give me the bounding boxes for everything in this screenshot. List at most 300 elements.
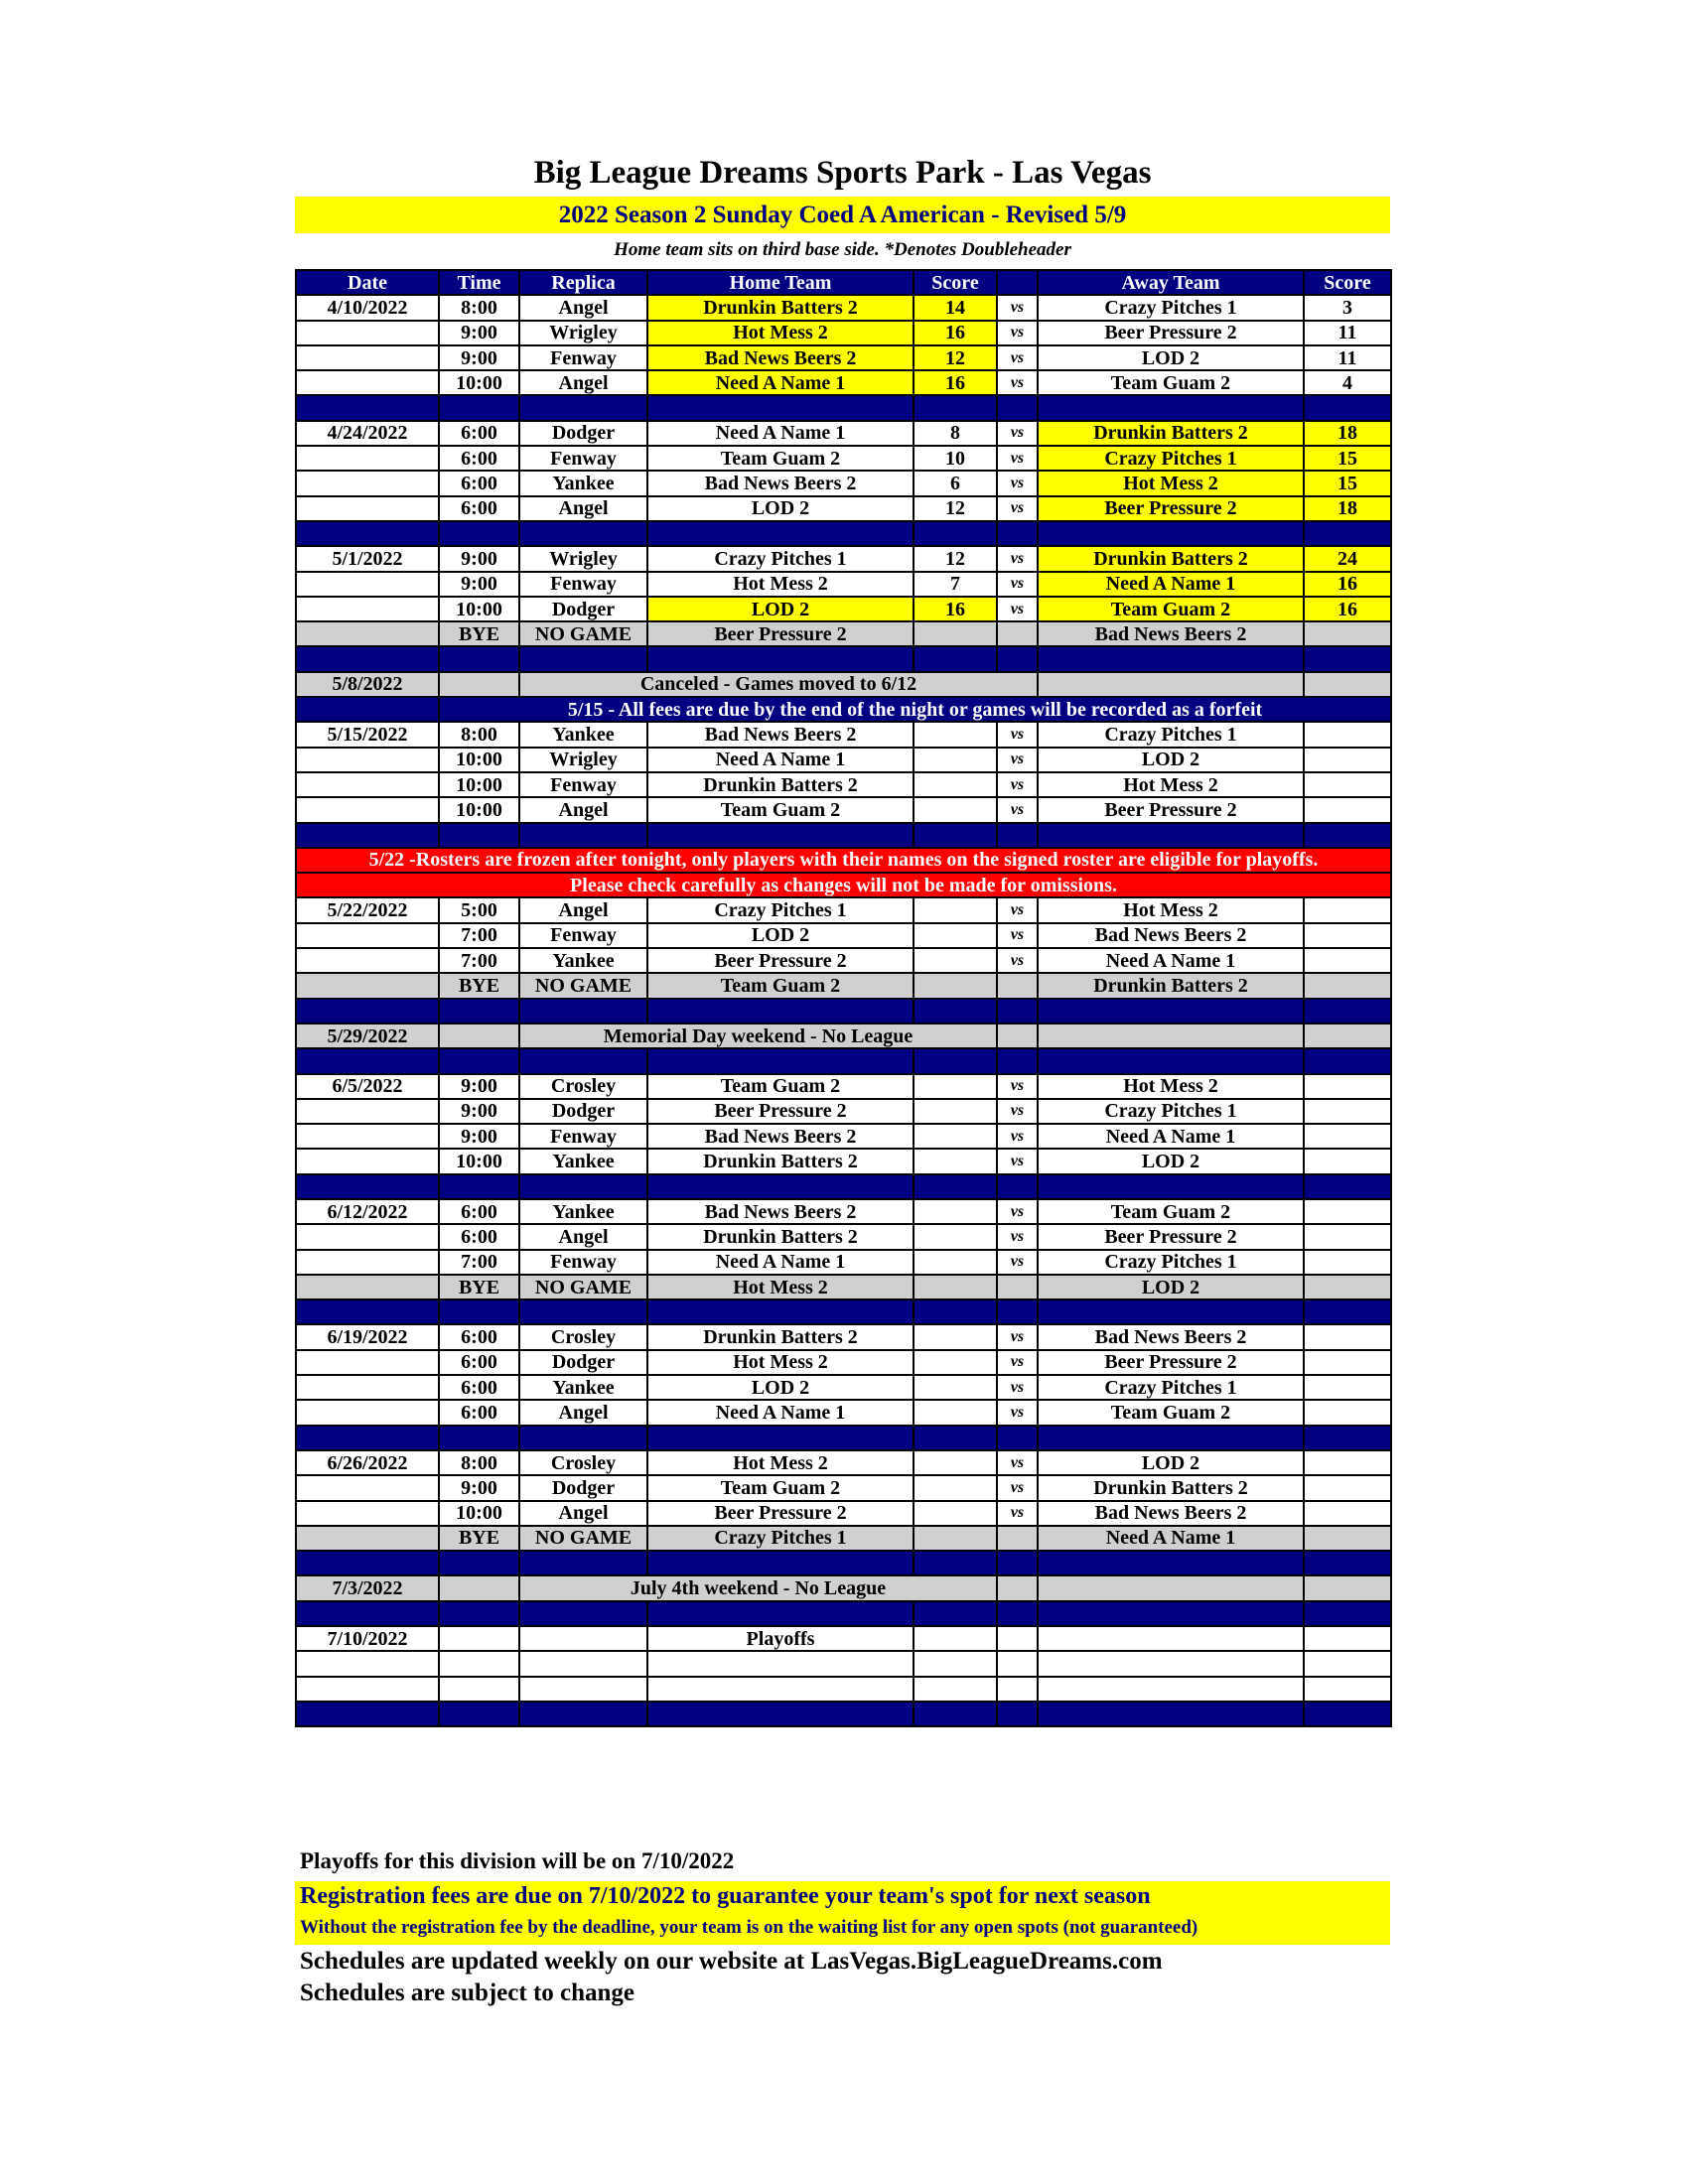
blank-cell <box>439 1651 519 1676</box>
game-time: 8:00 <box>439 295 519 320</box>
holiday-text: Memorial Day weekend - No League <box>519 1024 997 1048</box>
away-team: Bad News Beers 2 <box>1038 1324 1304 1349</box>
separator-cell <box>1038 521 1304 546</box>
separator-cell <box>997 1702 1038 1726</box>
game-row <box>296 772 1391 797</box>
home-team: LOD 2 <box>647 1375 914 1400</box>
field-name: Dodger <box>519 1475 647 1500</box>
field-name: Fenway <box>519 345 647 370</box>
away-score: 16 <box>1304 597 1391 621</box>
field-name: Dodger <box>519 1350 647 1375</box>
game-time: 6:00 <box>439 446 519 471</box>
separator-cell <box>1038 1601 1304 1626</box>
game-row <box>296 572 1391 597</box>
game-date <box>296 1501 439 1526</box>
away-team: Team Guam 2 <box>1038 1199 1304 1224</box>
separator-cell <box>1038 1702 1304 1726</box>
blank-cell <box>997 1651 1038 1676</box>
home-score <box>914 1224 997 1249</box>
vs-label: vs <box>997 1199 1038 1224</box>
home-score <box>914 1324 997 1349</box>
vs-label: vs <box>997 1350 1038 1375</box>
holiday-time <box>439 1024 519 1048</box>
home-team: Bad News Beers 2 <box>647 345 914 370</box>
away-team: LOD 2 <box>1038 345 1304 370</box>
game-date: 5/1/2022 <box>296 546 439 571</box>
separator-cell <box>519 823 647 848</box>
blank-cell <box>519 1651 647 1676</box>
home-team: Need A Name 1 <box>647 1250 914 1275</box>
game-row <box>296 1099 1391 1124</box>
game-date <box>296 772 439 797</box>
blank-row <box>296 1651 1391 1676</box>
away-score <box>1304 1400 1391 1425</box>
header-vs <box>997 270 1038 295</box>
field-name: Angel <box>519 797 647 822</box>
vs-label: vs <box>997 1250 1038 1275</box>
home-team: Need A Name 1 <box>647 748 914 772</box>
blank-cell <box>914 1651 997 1676</box>
away-team: Team Guam 2 <box>1038 597 1304 621</box>
game-row <box>296 546 1391 571</box>
away-score <box>1304 1250 1391 1275</box>
separator-cell <box>997 999 1038 1024</box>
game-row <box>296 1199 1391 1224</box>
bye-home-team: Hot Mess 2 <box>647 1275 914 1299</box>
game-time: 9:00 <box>439 546 519 571</box>
game-row <box>296 421 1391 446</box>
bye-label: BYE <box>439 1275 519 1299</box>
home-team: LOD 2 <box>647 597 914 621</box>
game-date <box>296 797 439 822</box>
blank-cell <box>519 1677 647 1702</box>
playoff-row <box>296 1626 1391 1651</box>
field-name: Yankee <box>519 1375 647 1400</box>
field-name: Angel <box>519 1400 647 1425</box>
separator-cell <box>1038 1426 1304 1450</box>
separator-cell <box>1304 646 1391 671</box>
home-score <box>914 948 997 973</box>
field-name: Dodger <box>519 597 647 621</box>
field-name: Wrigley <box>519 546 647 571</box>
game-date: 4/24/2022 <box>296 421 439 446</box>
bye-away-score <box>1304 1526 1391 1551</box>
separator-cell <box>997 823 1038 848</box>
home-team: Beer Pressure 2 <box>647 1501 914 1526</box>
game-date <box>296 572 439 597</box>
vs-label: vs <box>997 1475 1038 1500</box>
separator-cell <box>997 1048 1038 1073</box>
vs-label: vs <box>997 546 1038 571</box>
field-name: Angel <box>519 1501 647 1526</box>
separator-cell <box>997 646 1038 671</box>
field-name: Yankee <box>519 1199 647 1224</box>
holiday-time <box>439 1575 519 1600</box>
game-time: 5:00 <box>439 897 519 922</box>
separator-cell <box>296 1702 439 1726</box>
playoff-date: 7/10/2022 <box>296 1626 439 1651</box>
holiday-away <box>1038 1024 1304 1048</box>
separator-row <box>296 1601 1391 1626</box>
separator-cell <box>997 1426 1038 1450</box>
field-name: Fenway <box>519 1250 647 1275</box>
away-team: Drunkin Batters 2 <box>1038 546 1304 571</box>
game-row <box>296 948 1391 973</box>
roster-notice-text: Please check carefully as changes will not be made for omissions. <box>296 873 1391 897</box>
field-name: Yankee <box>519 722 647 747</box>
game-row <box>296 897 1391 922</box>
game-row <box>296 345 1391 370</box>
separator-cell <box>296 999 439 1024</box>
separator-cell <box>914 395 997 420</box>
home-team: LOD 2 <box>647 496 914 521</box>
separator-cell <box>1304 1174 1391 1199</box>
vs-label: vs <box>997 797 1038 822</box>
blank-cell <box>296 1651 439 1676</box>
game-time: 9:00 <box>439 1475 519 1500</box>
separator-cell <box>439 1551 519 1575</box>
separator-cell <box>519 1299 647 1324</box>
away-score <box>1304 1224 1391 1249</box>
vs-label: vs <box>997 897 1038 922</box>
game-date <box>296 1149 439 1173</box>
playoffs-note: Playoffs for this division will be on 7/10/2022 <box>300 1848 735 1873</box>
away-score <box>1304 722 1391 747</box>
away-team: Hot Mess 2 <box>1038 1074 1304 1099</box>
field-name: Fenway <box>519 1124 647 1149</box>
game-time: 10:00 <box>439 772 519 797</box>
separator-cell <box>1304 521 1391 546</box>
separator-row <box>296 646 1391 671</box>
separator-cell <box>519 1048 647 1073</box>
away-team: Hot Mess 2 <box>1038 772 1304 797</box>
field-name: Crosley <box>519 1324 647 1349</box>
game-time: 8:00 <box>439 1450 519 1475</box>
separator-cell <box>914 1174 997 1199</box>
vs-label: vs <box>997 1224 1038 1249</box>
separator-cell <box>997 1299 1038 1324</box>
registration-warning: Without the registration fee by the deadline, your team is on the waiting list for any open spots (not guaranteed) <box>300 1917 1198 1938</box>
game-time: 10:00 <box>439 370 519 395</box>
bye-away-team: Bad News Beers 2 <box>1038 621 1304 646</box>
home-team: Crazy Pitches 1 <box>647 897 914 922</box>
separator-cell <box>914 521 997 546</box>
home-score: 16 <box>914 597 997 621</box>
away-score <box>1304 1099 1391 1124</box>
game-row <box>296 597 1391 621</box>
holiday-away <box>1038 1575 1304 1600</box>
away-score: 18 <box>1304 421 1391 446</box>
game-row <box>296 1149 1391 1173</box>
home-score <box>914 772 997 797</box>
game-date <box>296 345 439 370</box>
away-team: Hot Mess 2 <box>1038 471 1304 495</box>
away-score: 3 <box>1304 295 1391 320</box>
home-team: Drunkin Batters 2 <box>647 1224 914 1249</box>
separator-cell <box>647 1601 914 1626</box>
bye-home-team: Team Guam 2 <box>647 973 914 998</box>
game-time: 6:00 <box>439 421 519 446</box>
separator-cell <box>519 1601 647 1626</box>
bye-home-score <box>914 621 997 646</box>
separator-cell <box>914 823 997 848</box>
holiday-vs <box>997 1024 1038 1048</box>
home-score <box>914 1250 997 1275</box>
home-score: 12 <box>914 345 997 370</box>
separator-cell <box>296 1551 439 1575</box>
vs-label: vs <box>997 471 1038 495</box>
separator-cell <box>1304 1299 1391 1324</box>
vs-label: vs <box>997 572 1038 597</box>
holiday-vs <box>997 1575 1038 1600</box>
game-time: 6:00 <box>439 471 519 495</box>
blank-cell <box>1304 1677 1391 1702</box>
away-team: LOD 2 <box>1038 1149 1304 1173</box>
game-row <box>296 496 1391 521</box>
separator-row <box>296 823 1391 848</box>
separator-cell <box>439 1601 519 1626</box>
game-time: 9:00 <box>439 572 519 597</box>
game-row <box>296 722 1391 747</box>
away-score <box>1304 1149 1391 1173</box>
vs-label: vs <box>997 496 1038 521</box>
game-time: 9:00 <box>439 1099 519 1124</box>
home-team: Drunkin Batters 2 <box>647 772 914 797</box>
home-team: Need A Name 1 <box>647 1400 914 1425</box>
blank-cell <box>1304 1651 1391 1676</box>
vs-label: vs <box>997 772 1038 797</box>
field-name: Yankee <box>519 1149 647 1173</box>
separator-cell <box>519 1174 647 1199</box>
home-team: LOD 2 <box>647 923 914 948</box>
bye-label: BYE <box>439 621 519 646</box>
away-score <box>1304 1124 1391 1149</box>
game-date: 6/12/2022 <box>296 1199 439 1224</box>
away-team: Crazy Pitches 1 <box>1038 1375 1304 1400</box>
separator-cell <box>1038 1174 1304 1199</box>
game-row <box>296 1475 1391 1500</box>
vs-label: vs <box>997 421 1038 446</box>
game-time: 9:00 <box>439 321 519 345</box>
field-name: Yankee <box>519 948 647 973</box>
game-row <box>296 1324 1391 1349</box>
home-team: Hot Mess 2 <box>647 321 914 345</box>
header-replica: Replica <box>519 270 647 295</box>
game-time: 9:00 <box>439 1074 519 1099</box>
separator-cell <box>647 395 914 420</box>
bye-home-score <box>914 973 997 998</box>
vs-label: vs <box>997 1501 1038 1526</box>
game-time: 6:00 <box>439 1224 519 1249</box>
away-team: Need A Name 1 <box>1038 948 1304 973</box>
separator-cell <box>647 1426 914 1450</box>
fees-notice-text: 5/15 - All fees are due by the end of the night or games will be recorded as a forfeit <box>439 697 1391 722</box>
home-score <box>914 1475 997 1500</box>
home-team: Beer Pressure 2 <box>647 948 914 973</box>
header-away-team: Away Team <box>1038 270 1304 295</box>
away-team: Drunkin Batters 2 <box>1038 1475 1304 1500</box>
separator-cell <box>914 1601 997 1626</box>
away-team: Bad News Beers 2 <box>1038 1501 1304 1526</box>
header-home-score: Score <box>914 270 997 295</box>
bye-vs <box>997 1275 1038 1299</box>
vs-label: vs <box>997 948 1038 973</box>
game-row <box>296 1450 1391 1475</box>
game-date <box>296 1350 439 1375</box>
game-row <box>296 1400 1391 1425</box>
away-score <box>1304 1375 1391 1400</box>
holiday-score <box>1304 1575 1391 1600</box>
game-date: 6/26/2022 <box>296 1450 439 1475</box>
separator-cell <box>1304 395 1391 420</box>
separator-row <box>296 1299 1391 1324</box>
vs-label: vs <box>997 295 1038 320</box>
header-date: Date <box>296 270 439 295</box>
away-team: Hot Mess 2 <box>1038 897 1304 922</box>
away-team: Team Guam 2 <box>1038 370 1304 395</box>
away-team: Crazy Pitches 1 <box>1038 1250 1304 1275</box>
home-score <box>914 897 997 922</box>
field-name: Wrigley <box>519 321 647 345</box>
home-team: Beer Pressure 2 <box>647 1099 914 1124</box>
away-score <box>1304 1324 1391 1349</box>
away-score <box>1304 923 1391 948</box>
table-header-row <box>296 270 1391 295</box>
field-name: Angel <box>519 1224 647 1249</box>
separator-row <box>296 1551 1391 1575</box>
bye-home-team: Crazy Pitches 1 <box>647 1526 914 1551</box>
blank-cell <box>439 1677 519 1702</box>
game-date: 4/10/2022 <box>296 295 439 320</box>
holiday-date: 5/29/2022 <box>296 1024 439 1048</box>
game-time: 6:00 <box>439 1375 519 1400</box>
game-row <box>296 1250 1391 1275</box>
game-row <box>296 446 1391 471</box>
away-score <box>1304 772 1391 797</box>
notice-cell <box>296 697 439 722</box>
away-team: LOD 2 <box>1038 1450 1304 1475</box>
bye-vs <box>997 1526 1038 1551</box>
game-row <box>296 471 1391 495</box>
home-team: Drunkin Batters 2 <box>647 1324 914 1349</box>
bye-label: BYE <box>439 1526 519 1551</box>
home-team: Team Guam 2 <box>647 1074 914 1099</box>
home-score <box>914 923 997 948</box>
page-title: Big League Dreams Sports Park - Las Vegas <box>533 155 1152 191</box>
game-row <box>296 1501 1391 1526</box>
home-team: Drunkin Batters 2 <box>647 1149 914 1173</box>
separator-cell <box>296 1174 439 1199</box>
bye-date <box>296 621 439 646</box>
vs-label: vs <box>997 748 1038 772</box>
separator-cell <box>1304 1426 1391 1450</box>
no-game-label: NO GAME <box>519 1275 647 1299</box>
no-game-label: NO GAME <box>519 973 647 998</box>
bye-away-score <box>1304 1275 1391 1299</box>
blank-cell <box>647 1651 914 1676</box>
vs-label: vs <box>997 1149 1038 1173</box>
bye-away-score <box>1304 973 1391 998</box>
separator-cell <box>1304 823 1391 848</box>
home-score <box>914 1375 997 1400</box>
game-time: 7:00 <box>439 948 519 973</box>
away-score: 15 <box>1304 471 1391 495</box>
separator-cell <box>519 999 647 1024</box>
game-date <box>296 1224 439 1249</box>
header-away-score: Score <box>1304 270 1391 295</box>
separator-cell <box>647 1048 914 1073</box>
home-team: Team Guam 2 <box>647 1475 914 1500</box>
holiday-row <box>296 1024 1391 1048</box>
home-team: Bad News Beers 2 <box>647 1124 914 1149</box>
away-score <box>1304 948 1391 973</box>
away-score: 18 <box>1304 496 1391 521</box>
home-score: 12 <box>914 496 997 521</box>
away-team: Crazy Pitches 1 <box>1038 295 1304 320</box>
away-score <box>1304 1501 1391 1526</box>
bye-label: BYE <box>439 973 519 998</box>
vs-label: vs <box>997 321 1038 345</box>
separator-cell <box>997 1601 1038 1626</box>
separator-cell <box>439 1048 519 1073</box>
vs-label: vs <box>997 1375 1038 1400</box>
game-row <box>296 1224 1391 1249</box>
separator-cell <box>914 1426 997 1450</box>
home-score <box>914 1400 997 1425</box>
canceled-time <box>439 672 519 697</box>
away-score <box>1304 1350 1391 1375</box>
separator-cell <box>439 823 519 848</box>
home-score <box>914 1099 997 1124</box>
separator-cell <box>1304 1702 1391 1726</box>
field-name: Crosley <box>519 1450 647 1475</box>
game-row <box>296 1350 1391 1375</box>
canceled-date: 5/8/2022 <box>296 672 439 697</box>
game-time: 7:00 <box>439 1250 519 1275</box>
vs-label: vs <box>997 446 1038 471</box>
vs-label: vs <box>997 1124 1038 1149</box>
home-team: Hot Mess 2 <box>647 1450 914 1475</box>
bye-home-score <box>914 1526 997 1551</box>
separator-row <box>296 1426 1391 1450</box>
field-name: Yankee <box>519 471 647 495</box>
game-time: 6:00 <box>439 1400 519 1425</box>
away-score: 15 <box>1304 446 1391 471</box>
separator-cell <box>647 1551 914 1575</box>
away-team: LOD 2 <box>1038 748 1304 772</box>
separator-row <box>296 1702 1391 1726</box>
blank-cell <box>914 1677 997 1702</box>
field-name: Angel <box>519 496 647 521</box>
bye-row <box>296 1526 1391 1551</box>
game-date: 5/22/2022 <box>296 897 439 922</box>
separator-cell <box>296 1601 439 1626</box>
separator-cell <box>519 1426 647 1450</box>
away-score <box>1304 1074 1391 1099</box>
away-score <box>1304 897 1391 922</box>
game-date <box>296 1099 439 1124</box>
away-score: 11 <box>1304 345 1391 370</box>
separator-cell <box>296 1048 439 1073</box>
vs-label: vs <box>997 1400 1038 1425</box>
separator-cell <box>1304 1048 1391 1073</box>
header-home-team: Home Team <box>647 270 914 295</box>
home-team-note: Home team sits on third base side. *Denotes Doubleheader <box>614 239 1071 260</box>
separator-cell <box>439 395 519 420</box>
playoff-label: Playoffs <box>647 1626 914 1651</box>
blank-cell <box>1038 1677 1304 1702</box>
separator-cell <box>296 1426 439 1450</box>
